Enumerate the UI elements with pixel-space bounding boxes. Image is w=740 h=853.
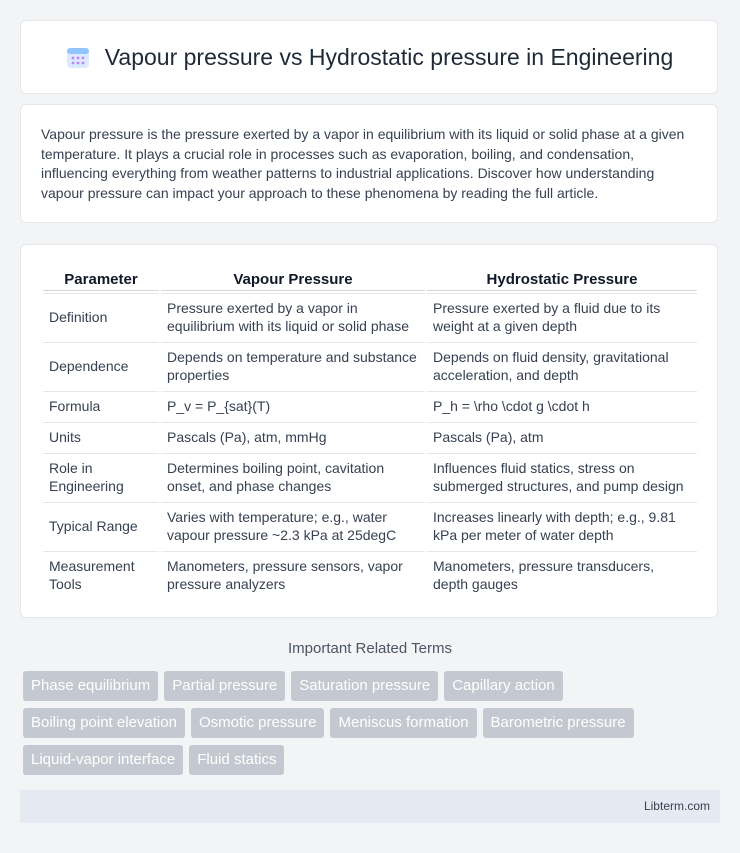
table-row (43, 502, 697, 549)
intro-text: Vapour pressure is the pressure exerted by a vapor in equilibrium with its liquid or solid phase at a given temperature. It plays a crucial role in processes such as evaporation, boiling, and condensation, influencing everything from weather patterns to industrial applications. Discover how understanding vapour pressure can impact your approach to these phenomena by reading the full article. (41, 126, 685, 201)
related-term-tag[interactable]: Meniscus formation (330, 708, 476, 738)
vapour-cell: Depends on temperature and substance properties (161, 342, 425, 389)
row-label: Typical Range (43, 502, 159, 549)
hydrostatic-cell: Increases linearly with depth; e.g., 9.81 kPa per meter of water depth (427, 502, 697, 549)
related-terms-list (23, 671, 723, 782)
hydrostatic-cell: Pressure exerted by a fluid due to its weight at a given depth (427, 293, 697, 340)
hydrostatic-cell: Influences fluid statics, stress on submerged structures, and pump design (427, 453, 697, 500)
footer (20, 790, 720, 823)
page-title: Vapour pressure vs Hydrostatic pressure in Engineering (104, 43, 674, 70)
row-label: Role in Engineering (43, 453, 159, 500)
vapour-cell: P_v = P_{sat}(T) (161, 391, 425, 420)
table-row (43, 453, 697, 500)
row-label: Formula (43, 391, 159, 420)
vapour-cell: Pressure exerted by a vapor in equilibrium with its liquid or solid phase (161, 293, 425, 340)
related-term-tag[interactable]: Phase equilibrium (23, 671, 158, 701)
page-header (20, 20, 718, 94)
row-label: Measurement Tools (43, 551, 159, 598)
vapour-cell: Pascals (Pa), atm, mmHg (161, 422, 425, 451)
header-parameter: Parameter (43, 267, 159, 291)
comparison-table (41, 265, 699, 600)
related-term-tag[interactable]: Barometric pressure (483, 708, 634, 738)
related-term-tag[interactable]: Partial pressure (164, 671, 285, 701)
vapour-cell: Varies with temperature; e.g., water vapour pressure ~2.3 kPa at 25degC (161, 502, 425, 549)
table-row (43, 422, 697, 451)
hydrostatic-cell: Manometers, pressure transducers, depth gauges (427, 551, 697, 598)
row-label: Dependence (43, 342, 159, 389)
header-vapour: Vapour Pressure (161, 267, 425, 291)
header-hydrostatic: Hydrostatic Pressure (427, 267, 697, 291)
table-row (43, 293, 697, 340)
related-term-tag[interactable]: Fluid statics (189, 745, 284, 775)
vapour-cell: Determines boiling point, cavitation onset, and phase changes (161, 453, 425, 500)
related-term-tag[interactable]: Boiling point elevation (23, 708, 185, 738)
comparison-card (20, 244, 718, 618)
intro-card (20, 104, 718, 223)
related-term-tag[interactable]: Saturation pressure (291, 671, 438, 701)
table-row (43, 391, 697, 420)
related-term-tag[interactable]: Capillary action (444, 671, 563, 701)
row-label: Definition (43, 293, 159, 340)
hydrostatic-cell: P_h = \rho \cdot g \cdot h (427, 391, 697, 420)
row-label: Units (43, 422, 159, 451)
footer-brand-link[interactable]: Libterm.com (643, 799, 710, 813)
hydrostatic-cell: Pascals (Pa), atm (427, 422, 697, 451)
table-row (43, 342, 697, 389)
related-terms-title: Important Related Terms (288, 640, 452, 657)
related-term-tag[interactable]: Liquid-vapor interface (23, 745, 183, 775)
hydrostatic-cell: Depends on fluid density, gravitational acceleration, and depth (427, 342, 697, 389)
related-term-tag[interactable]: Osmotic pressure (191, 708, 325, 738)
vapour-cell: Manometers, pressure sensors, vapor pressure analyzers (161, 551, 425, 598)
table-row (43, 551, 697, 598)
calendar-icon (65, 44, 91, 70)
